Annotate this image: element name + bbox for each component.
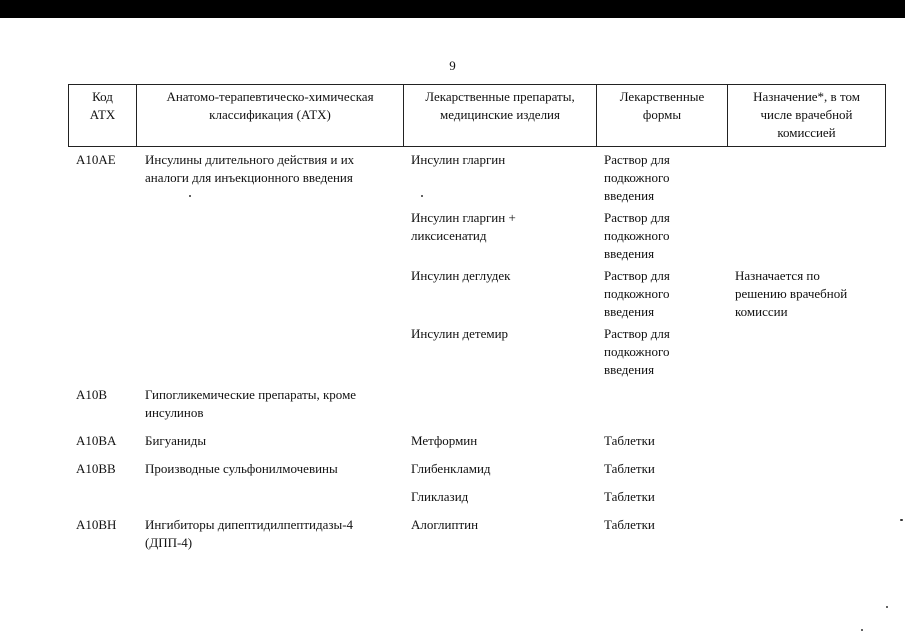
page-number: 9: [449, 58, 456, 73]
cell-drug: Инсулин гларгин + ликсисенатид: [411, 210, 516, 243]
cell-form: Таблетки: [604, 461, 655, 476]
cell-drug: Инсулин гларгин: [411, 152, 506, 167]
cell-atc: Производные сульфонилмочевины: [145, 461, 338, 476]
scan-speck: [861, 629, 863, 631]
cell-drug: Метформин: [411, 433, 478, 448]
header-code: Код АТХ: [89, 89, 116, 122]
scan-top-border: [0, 0, 905, 18]
column-divider: [885, 84, 886, 147]
cell-form: Раствор для подкожного введения: [604, 268, 670, 319]
scan-speck: [421, 195, 423, 197]
cell-drug: Глибенкламид: [411, 461, 491, 476]
cell-code: A10B: [76, 387, 108, 402]
cell-drug: Алоглиптин: [411, 517, 479, 532]
cell-code: A10BA: [76, 433, 117, 448]
cell-atc: Инсулины длительного действия и их аналоги для инъекционного введения: [145, 152, 355, 185]
scan-speck: [900, 519, 903, 521]
cell-code: A10AE: [76, 152, 116, 167]
header-top-border: [68, 84, 886, 85]
cell-form: Таблетки: [604, 517, 655, 532]
header-drugs: Лекарственные препараты, медицинские изделия: [425, 89, 575, 122]
cell-drug: Инсулин детемир: [411, 326, 509, 341]
cell-form: Раствор для подкожного введения: [604, 152, 670, 203]
cell-atc: Бигуаниды: [145, 433, 207, 448]
cell-drug: Гликлазид: [411, 489, 469, 504]
cell-drug: Инсулин деглудек: [411, 268, 511, 283]
cell-form: Таблетки: [604, 489, 655, 504]
cell-form: Таблетки: [604, 433, 655, 448]
cell-form: Раствор для подкожного введения: [604, 210, 670, 261]
cell-atc: Гипогликемические препараты, кроме инсулинов: [145, 387, 357, 420]
header-bottom-border: [68, 146, 886, 147]
header-prescription: Назначение*, в том числе врачебной комиссией: [753, 89, 860, 140]
cell-atc: Ингибиторы дипептидилпептидазы-4 (ДПП-4): [145, 517, 354, 550]
cell-code: A10BB: [76, 461, 116, 476]
cell-code: A10BH: [76, 517, 117, 532]
scan-speck: [886, 606, 888, 608]
cell-note: Назначается по решению врачебной комиссии: [735, 268, 848, 319]
cell-form: Раствор для подкожного введения: [604, 326, 670, 377]
header-atc-classification: Анатомо-терапевтическо-химическая классификация (АТХ): [166, 89, 374, 122]
scan-speck: [189, 195, 191, 197]
header-forms: Лекарственные формы: [619, 89, 705, 122]
